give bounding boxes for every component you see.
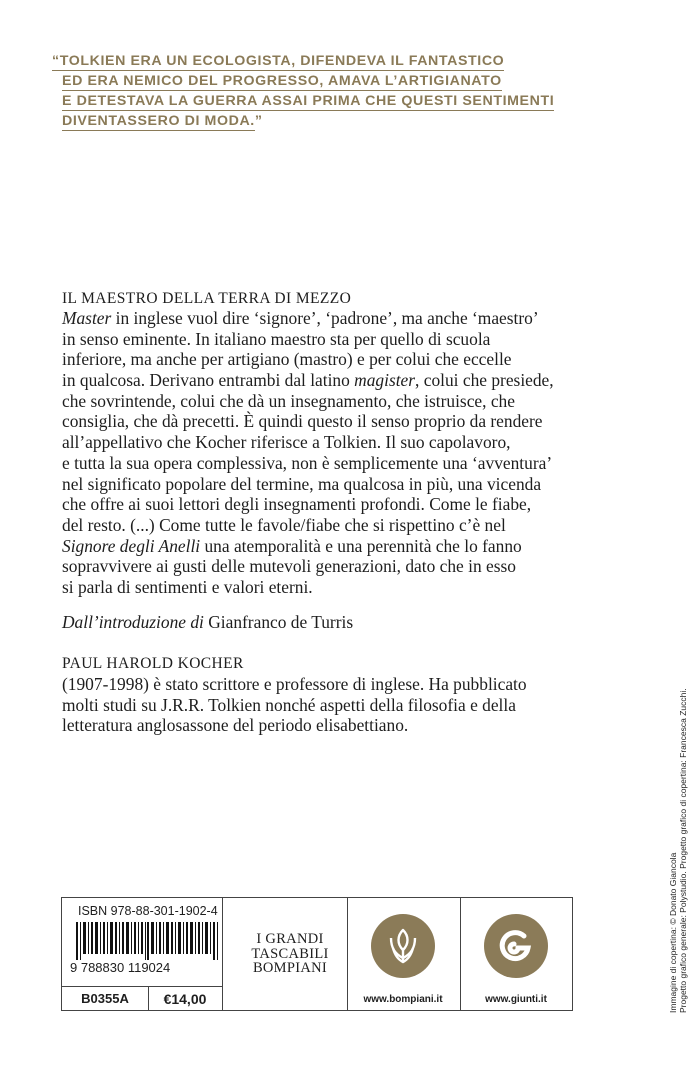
quote-line: TOLKIEN ERA UN ECOLOGISTA, DIFENDEVA IL FANTASTICO bbox=[59, 53, 505, 69]
price: €14,00 bbox=[163, 991, 207, 1007]
bompiani-site: www.bompiani.it bbox=[363, 994, 443, 1005]
series-line: BOMPIANI bbox=[252, 960, 328, 976]
series-line: TASCABILI bbox=[251, 945, 329, 962]
intro-text: all’appellativo che Kocher riferisce a Tolkien. Il suo capolavoro, bbox=[62, 432, 511, 453]
author-bio-line: letteratura anglosassone del periodo elisabettiano. bbox=[62, 715, 409, 736]
intro-text: si parla di sentimenti e valori eterni. bbox=[62, 576, 313, 597]
divider bbox=[222, 898, 223, 1010]
quote-line: DIVENTASSERO DI MODA. bbox=[62, 113, 255, 129]
attribution-name: Gianfranco de Turris bbox=[203, 612, 354, 632]
cover-credits bbox=[668, 688, 688, 1013]
pull-quote bbox=[52, 51, 612, 131]
author-bio-line: molti studi su J.R.R. Tolkien nonché aspetti della filosofia e della bbox=[62, 694, 516, 715]
intro-text: nel significato popolare del termine, ma qualcosa in più, una vicenda bbox=[62, 473, 542, 494]
intro-text: inferiore, ma anche per artigiano (mastro) e per colui che eccelle bbox=[62, 349, 512, 370]
intro-text: sopravvivere ai gusti delle mutevoli generazioni, dato che in esso bbox=[62, 556, 516, 577]
publisher-block bbox=[61, 897, 573, 1011]
author-heading: PAUL HAROLD KOCHER bbox=[62, 655, 244, 672]
intro-text: Master bbox=[62, 308, 112, 328]
author-bio-line: (1907-1998) è stato scrittore e professore di inglese. Ha pubblicato bbox=[62, 674, 527, 694]
intro-text: una atemporalità e una perennità che lo fanno bbox=[200, 535, 522, 556]
intro-text: , colui che presiede, bbox=[415, 370, 554, 391]
series-line: I GRANDI bbox=[256, 931, 324, 947]
intro-text: Signore degli Anelli bbox=[62, 535, 201, 556]
intro-text: consiglia, che dà precetti. È quindi questo il senso proprio da rendere bbox=[62, 411, 543, 432]
intro-attribution bbox=[62, 612, 582, 633]
intro-text: che sovrintende, colui che dà un insegnamento, che istruisce, che bbox=[62, 390, 515, 411]
intro-text: in inglese vuol dire ‘signore’, ‘padrone’, ma anche ‘maestro’ bbox=[111, 308, 539, 328]
giunti-site: www.giunti.it bbox=[485, 994, 547, 1005]
barcode-digits: 9 788830 119024 bbox=[70, 960, 171, 975]
credit-line: Immagine di copertina: © Donato Giancola bbox=[668, 852, 678, 1013]
credit-line: Progetto grafico generale: Polystudio. Progetto grafico di copertina: Francesca Zucchi. bbox=[678, 688, 688, 1013]
intro-text: che offre ai suoi lettori degli insegnamenti profondi. Come le fiabe, bbox=[62, 494, 532, 515]
close-quote-mark: ” bbox=[254, 113, 263, 129]
intro-paragraph bbox=[62, 308, 582, 598]
quote-line: ED ERA NEMICO DEL PROGRESSO, AMAVA L’ARTIGIANATO bbox=[62, 73, 502, 89]
attribution-text: Dall’introduzione di bbox=[62, 612, 204, 632]
product-code: B0355A bbox=[81, 991, 129, 1006]
intro-text: in qualcosa. Derivano entrambi dal latino bbox=[62, 370, 355, 391]
author-bio bbox=[62, 674, 582, 736]
intro-text: in senso eminente. In italiano maestro sta per quello di scuola bbox=[62, 328, 491, 349]
bompiani-logo-icon bbox=[371, 914, 435, 978]
quote-line: E DETESTAVA LA GUERRA ASSAI PRIMA CHE QUESTI SENTIMENTI bbox=[62, 93, 555, 109]
barcode-icon bbox=[76, 922, 220, 960]
open-quote-mark: “ bbox=[52, 53, 60, 69]
giunti-logo-icon bbox=[484, 914, 548, 978]
intro-text: del resto. (...) Come tutte le favole/fiabe che si rispettino c’è nel bbox=[62, 514, 506, 535]
isbn-label: ISBN 978-88-301-1902-4 bbox=[78, 904, 218, 918]
intro-text: e tutta la sua opera complessiva, non è semplicemente una ‘avventura’ bbox=[62, 452, 553, 473]
intro-heading: IL MAESTRO DELLA TERRA DI MEZZO bbox=[62, 290, 352, 307]
intro-text: magister bbox=[354, 370, 416, 391]
series-logo bbox=[245, 932, 335, 976]
